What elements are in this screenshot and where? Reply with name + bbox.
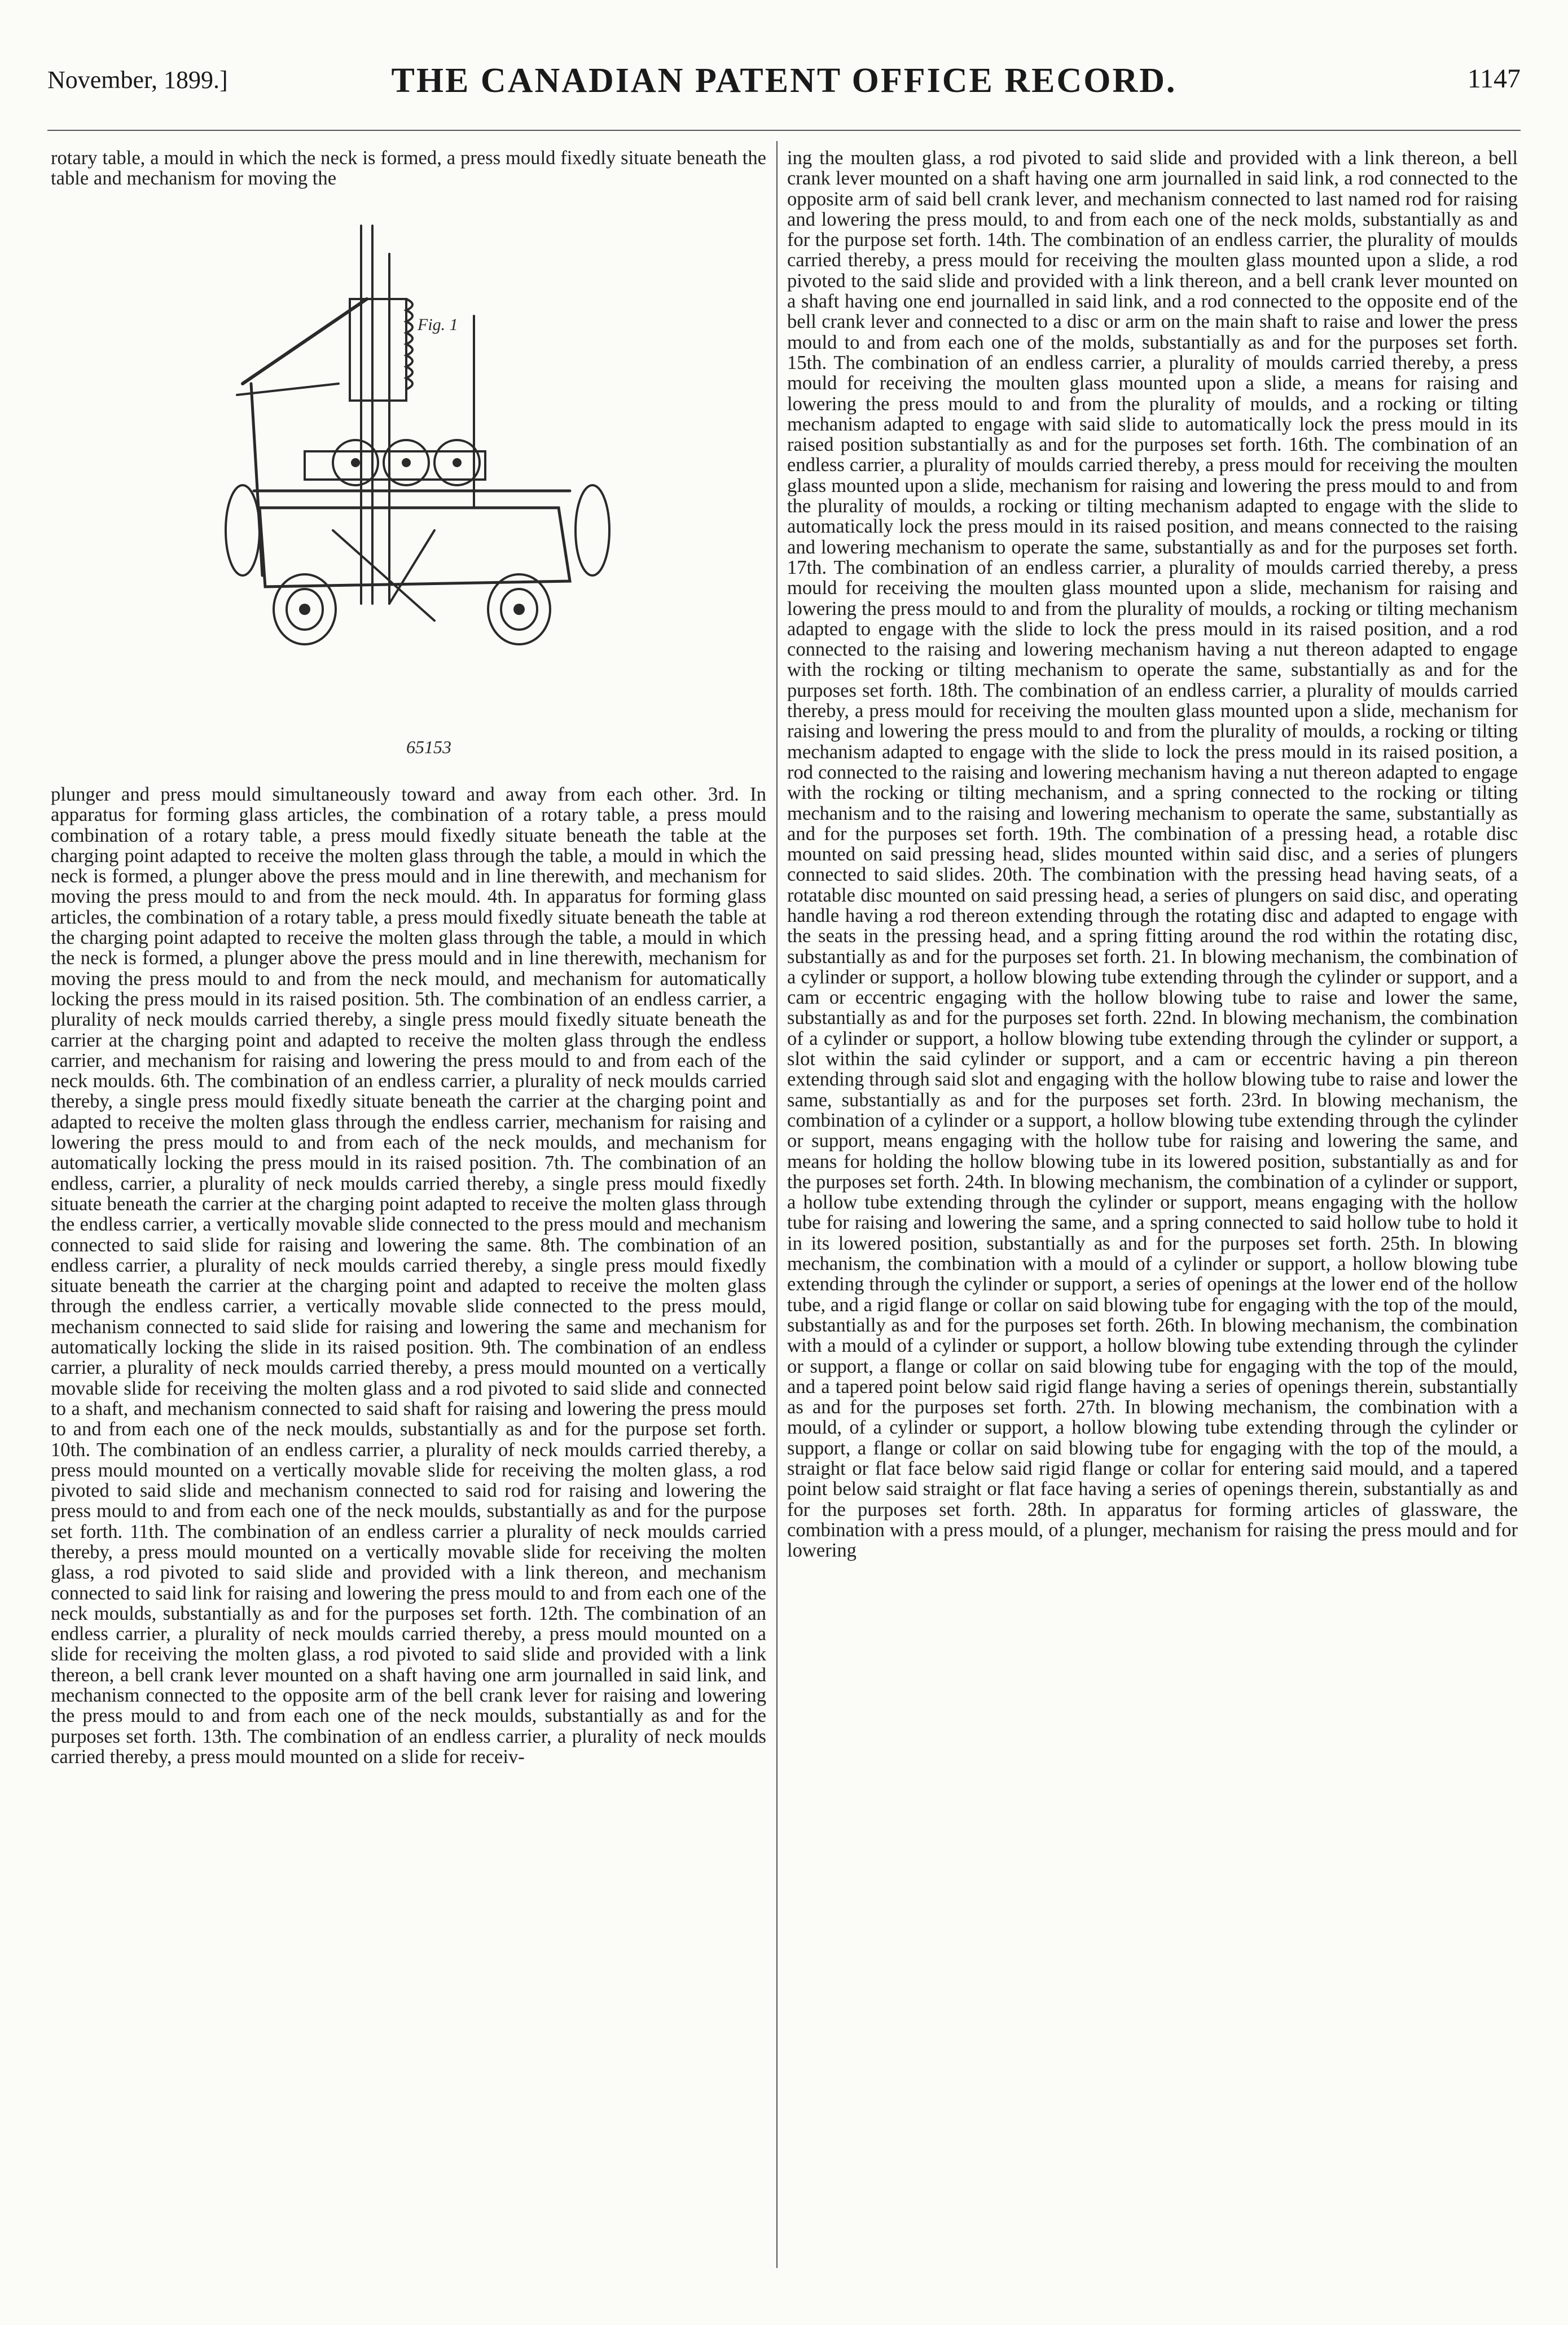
left-column-top-text — [51, 148, 766, 189]
claim-text-fragment: rotary table, a mould in which the neck is formed, a press mould fixedly situate beneath the table and mechanism for moving the — [51, 147, 766, 190]
column-divider — [776, 141, 778, 2268]
issue-date: November, 1899.] — [47, 66, 228, 94]
page-header — [47, 61, 1521, 106]
claims-text-continued: ing the moulten glass, a rod pivoted to said slide and provided with a link thereon, a bell crank lever mounted on a shaft having one arm journalled in said link, a rod connected to the opposite arm of said bell crank lever, and mechanism connected to last named rod for raising and lowering the press mould, to and from each one of the neck molds, substantially as and for the purpose set forth. 14th. The combination of an endless carrier, the plurality of moulds carried thereby, a press mould for receiving the moulten glass mounted upon a slide, a rod pivoted to the said slide and provided with a link thereon, and a bell crank lever mounted on a shaft having one end journalled in said link, and a rod connected to the opposite end of the bell crank lever and connected to a disc or arm on the main shaft to raise and lower the press mould to and from each one of the molds, substantially as and for the purposes set forth. 15th. The combination of an endless carrier, a plurality of moulds carried thereby, a press mould for receiving the moulten glass mounted upon a slide, a means for raising and lowering the press mould to and from the plurality of moulds, and a rocking or tilting mechanism adapted to engage with said slide to automatically lock the press mould in its raised position substantially as and for the purposes set forth. 16th. The combination of an endless carrier, a plurality of moulds carried thereby, a press mould for receiving the moulten glass mounted upon a slide, mechanism for raising and lowering the press mould to and from the plurality of moulds, a rocking or tilting mechanism adapted to engage with the slide to automatically lock the press mould in its raised position, and means connected to the raising and lowering mechanism to operate the same, substantially as and for the purposes set forth. 17th. The combination of an endless carrier, a plurality of moulds carried thereby, a press mould for receiving the moulten glass mounted upon a slide, mechanism for raising and lowering the press mould to and from the plurality of moulds, a rocking or tilting mechanism adapted to engage with the slide to lock the press mould in its raised position, and a rod connected to the raising and lowering mechanism having a nut thereon adapted to engage with the rocking or tilting mechanism to operate the same, substantially as and for the purposes set forth. 18th. The combination of an endless carrier, a plurality of moulds carried thereby, a press mould for receiving the moulten glass mounted upon a slide, mechanism for raising and lowering the press mould to and from the plurality of moulds, a rocking or tilting mechanism adapted to engage with the slide to lock the press mould in its raised position, a rod connected to the raising and lowering mechanism having a nut thereon adapted to engage with the rocking or tilting mechanism, and a spring connected to the rocking or tilting mechanism and to the raising and lowering mechanism to operate the same, substantially as and for the purposes set forth. 19th. The combination of a pressing head, a rotable disc mounted on said pressing head, slides mounted within said disc, and a series of plungers connected to said slides. 20th. The combination with the pressing head having seats, of a rotatable disc mounted on said pressing head, a series of plungers on said disc, and operating handle having a rod thereon extending through the rotating disc and adapted to engage with the seats in the pressing head, and a spring fitting around the rod within the rotating disc, substantially as and for the purposes set forth. 21. In blowing mechanism, the combination of a cylinder or support, a hollow blowing tube extending through the cylinder or support, and a cam or eccentric engaging with the hollow blowing tube to raise and lower the same, substantially as and for the purposes set forth. 22nd. In blowing mechanism, the combination of a cylinder or support, a hollow blowing tube extending through the cylinder or support, a slot within the said cylinder or support, and a cam or eccentric having a pin thereon extending through said slot and engaging with the hollow blowing tube to raise and lower the same, substantially as and for the purposes set forth. 23rd. In blowing mechanism, the combination of a cylinder or a support, a hollow blowing tube extending through the cylinder or support, means engaging with the hollow tube for raising and lowering the same, and means for holding the hollow blowing tube in its lowered position, substantially as and for the purposes set forth. 24th. In blowing mechanism, the combination of a cylinder or support, a hollow tube extending through the cylinder or support, means engaging with the hollow tube for raising and lowering the same, and a spring connected to said hollow tube to hold it in its lowered position, substantially as and for the purposes set forth. 25th. In blowing mechanism, the combination with a mould of a cylinder or support, a hollow blowing tube extending through the cylinder or support, a series of openings at the lower end of the hollow tube, and a rigid flange or collar on said blowing tube for engaging with the top of the mould, substantially as and for the purposes set forth. 26th. In blowing mechanism, the combination with a mould of a cylinder or support, a hollow blowing tube extending through the cylinder or support, a flange or collar on said blowing tube for engaging with the top of the mould, and a tapered point below said rigid flange having a series of openings therein, substantially as and for the purposes set forth. 27th. In blowing mechanism, the combination with a mould, of a cylinder or support, a hollow blowing tube extending through the cylinder or support, a flange or collar on said blowing tube for engaging with the top of the mould, a straight or flat face below said rigid flange or collar for entering said mould, and a tapered point below said straight or flat face having a series of openings therein, substantially as and for the purposes set forth. 28th. In apparatus for forming articles of glassware, the combination with a press mould, of a plunger, mechanism for raising the press mould and for lowering — [787, 147, 1518, 1562]
claims-text: plunger and press mould simultaneously toward and away from each other. 3rd. In apparatus for forming glass articles, the combination of a rotary table, a press mould combination of a rotary table, a press mould fixedly situate beneath the table at the charging point adapted to receive the molten glass through the table, a mould in which the neck is formed, a plunger above the press mould and in line therewith, and mechanism for moving the press mould to and from the neck mould. 4th. In apparatus for forming glass articles, the combination of a rotary table, a press mould fixedly situate beneath the table at the charging point adapted to receive the molten glass through the table, a mould in which the neck is formed, a plunger above the press mould and in line therewith, mechanism for moving the press mould to and from the neck mould, and mechanism for automatically locking the press mould in its raised position. 5th. The combination of an endless carrier, a plurality of neck moulds carried thereby, a single press mould fixedly situate beneath the carrier at the charging point and adapted to receive the molten glass through the endless carrier, and mechanism for raising and lowering the press mould to and from each of the neck moulds. 6th. The combination of an endless carrier, a plurality of neck moulds carried thereby, a single press mould fixedly situate beneath the carrier at the charging point and adapted to receive the molten glass through the endless carrier, mechanism for raising and lowering the press mould to and from each of the neck moulds, and mechanism for automatically locking the press mould in its raised position. 7th. The combination of an endless, carrier, a plurality of neck moulds carried thereby, a single press mould fixedly situate beneath the carrier at the charging point adapted to receive the molten glass through the endless carrier, a vertically movable slide connected to the press mould and mechanism connected to said slide for raising and lowering the same. 8th. The combination of an endless carrier, a plurality of neck moulds carried thereby, a single press mould fixedly situate beneath the carrier at the charging point and adapted to receive the molten glass through the endless carrier, a vertically movable slide connected to the press mould, mechanism connected to said slide for raising and lowering the same and mechanism for automatically locking the slide in its raised position. 9th. The combination of an endless carrier, a plurality of neck moulds carried thereby, a press mould mounted on a vertically movable slide for receiving the molten glass and a rod pivoted to said slide and connected to a shaft, and mechanism connected to said shaft for raising and lowering the press mould to and from each one of the neck moulds, substantially as and for the purpose set forth. 10th. The combination of an endless carrier, a plurality of neck moulds carried thereby, a press mould mounted on a vertically movable slide for receiving the molten glass, a rod pivoted to said slide and mechanism connected to said rod for raising and lowering the press mould to and from each one of the neck moulds, substantially as and for the purpose set forth. 11th. The combination of an endless carrier a plurality of neck moulds carried thereby, a press mould mounted on a vertically movable slide for receiving the molten glass, a rod pivoted to said slide and provided with a link thereon, and mechanism connected to said link for raising and lowering the press mould to and from each one of the neck moulds, substantially as and for the purposes set forth. 12th. The combination of an endless carrier, a plurality of neck moulds carried thereby, a press mould mounted on a slide for receiving the molten glass, a rod pivoted to said slide and provided with a link thereon, a bell crank lever mounted on a shaft having one arm journalled in said link, and mechanism connected to the opposite arm of the bell crank lever for raising and lowering the press mould to and from each one of the neck moulds, substantially as and for the purposes set forth. 13th. The combination of an endless carrier, a plurality of neck moulds carried thereby, a press mould mounted on a slide for receiv- — [51, 784, 766, 1768]
patent-number-caption: 65153 — [406, 737, 451, 757]
page-number: 1147 — [1467, 64, 1521, 94]
journal-title: THE CANADIAN PATENT OFFICE RECORD. — [391, 61, 1177, 100]
right-column-text — [787, 148, 1518, 1561]
side-drum — [576, 485, 609, 575]
diagonal-brace — [389, 530, 434, 604]
left-column-bottom-text — [51, 784, 766, 1767]
patent-drawing — [220, 214, 626, 767]
press-head — [350, 299, 406, 401]
header-rule — [47, 130, 1521, 131]
lever-arm — [243, 299, 367, 384]
diagonal-brace — [333, 530, 434, 621]
lever-rod — [251, 384, 262, 575]
figure-label: Fig. 1 — [418, 315, 458, 334]
side-drum — [226, 485, 260, 575]
